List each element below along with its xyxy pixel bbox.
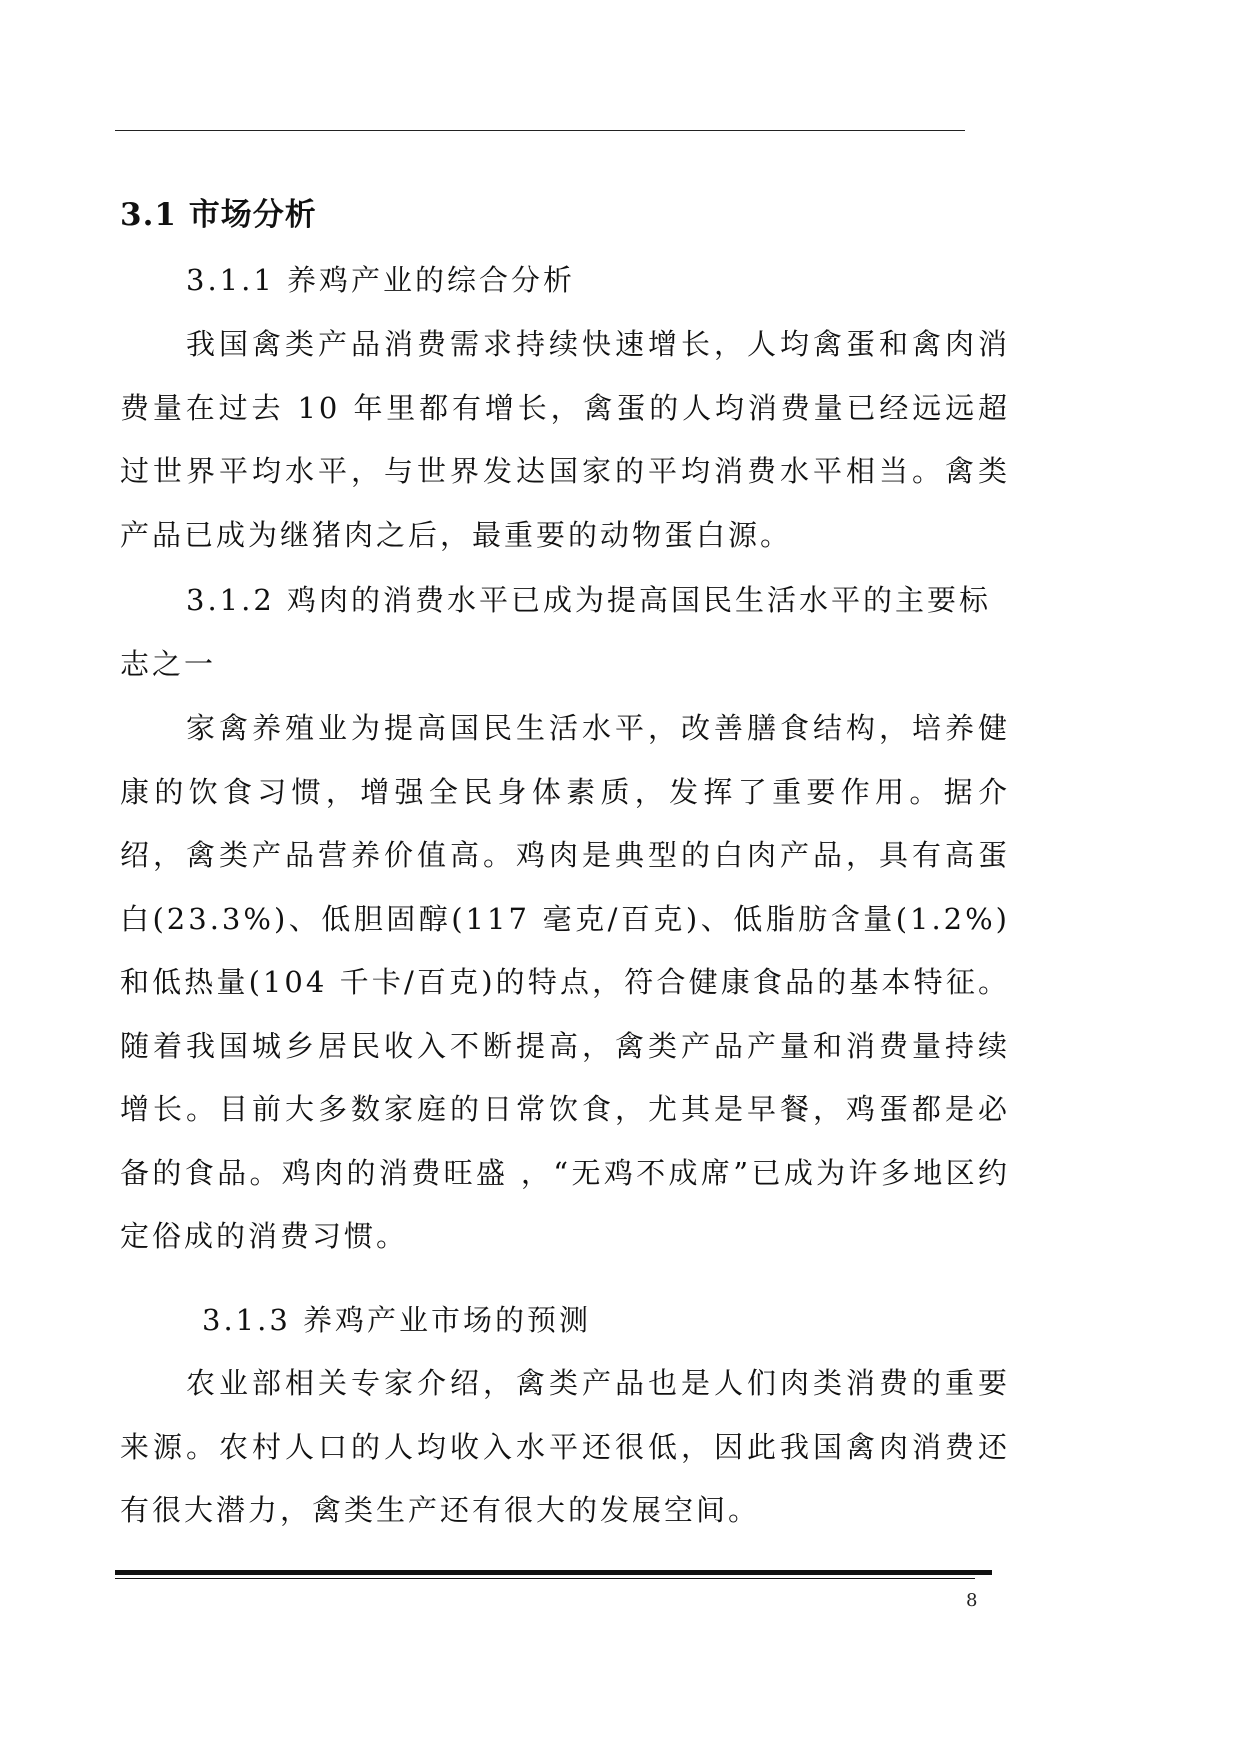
- section-title: 3.1 市场分析: [120, 197, 317, 233]
- paragraph-chicken-nutrition: 家禽养殖业为提高国民生活水平，改善膳食结构，培养健康的饮食习惯，增强全民身体素质，发挥了重要作用。据介绍，禽类产品营养价值高。鸡肉是典型的白肉产品，具有高蛋白(23.3%)、低胆固醇(117 毫克/百克)、低脂肪含量(1.2%)和低热量(104 千卡/百克)的特点，符合健康食品的基本特征。随着我国城乡居民收入不断提高，禽类产品产量和消费量持续增长。目前大多数家庭的日常饮食，尤其是早餐，鸡蛋都是必备的食品。鸡肉的消费旺盛 ，“无鸡不成席”已成为许多地区约定俗成的消费习惯。: [120, 711, 1010, 1253]
- footer-rule-thin: [115, 1578, 975, 1579]
- subsection-heading-3-1-1: 3.1.1 养鸡产业的综合分析: [186, 263, 576, 297]
- page-number: 8: [966, 1590, 978, 1611]
- header-rule: [115, 130, 965, 131]
- footer-rule-thick: [115, 1570, 992, 1575]
- paragraph-poultry-consumption: 我国禽类产品消费需求持续快速增长，人均禽蛋和禽肉消费量在过去 10 年里都有增长，禽蛋的人均消费量已经远远超过世界平均水平，与世界发达国家的平均消费水平相当。禽类产品已成为继猪肉之后，最重要的动物蛋白源。: [120, 327, 1010, 552]
- paragraph-market-forecast: 农业部相关专家介绍，禽类产品也是人们肉类消费的重要来源。农村人口的人均收入水平还很低，因此我国禽肉消费还有很大潜力，禽类生产还有很大的发展空间。: [120, 1366, 1010, 1527]
- subsection-heading-3-1-3: 3.1.3 养鸡产业市场的预测: [202, 1303, 592, 1337]
- subsection-heading-3-1-2: 3.1.2 鸡肉的消费水平已成为提高国民生活水平的主要标志之一: [120, 583, 992, 681]
